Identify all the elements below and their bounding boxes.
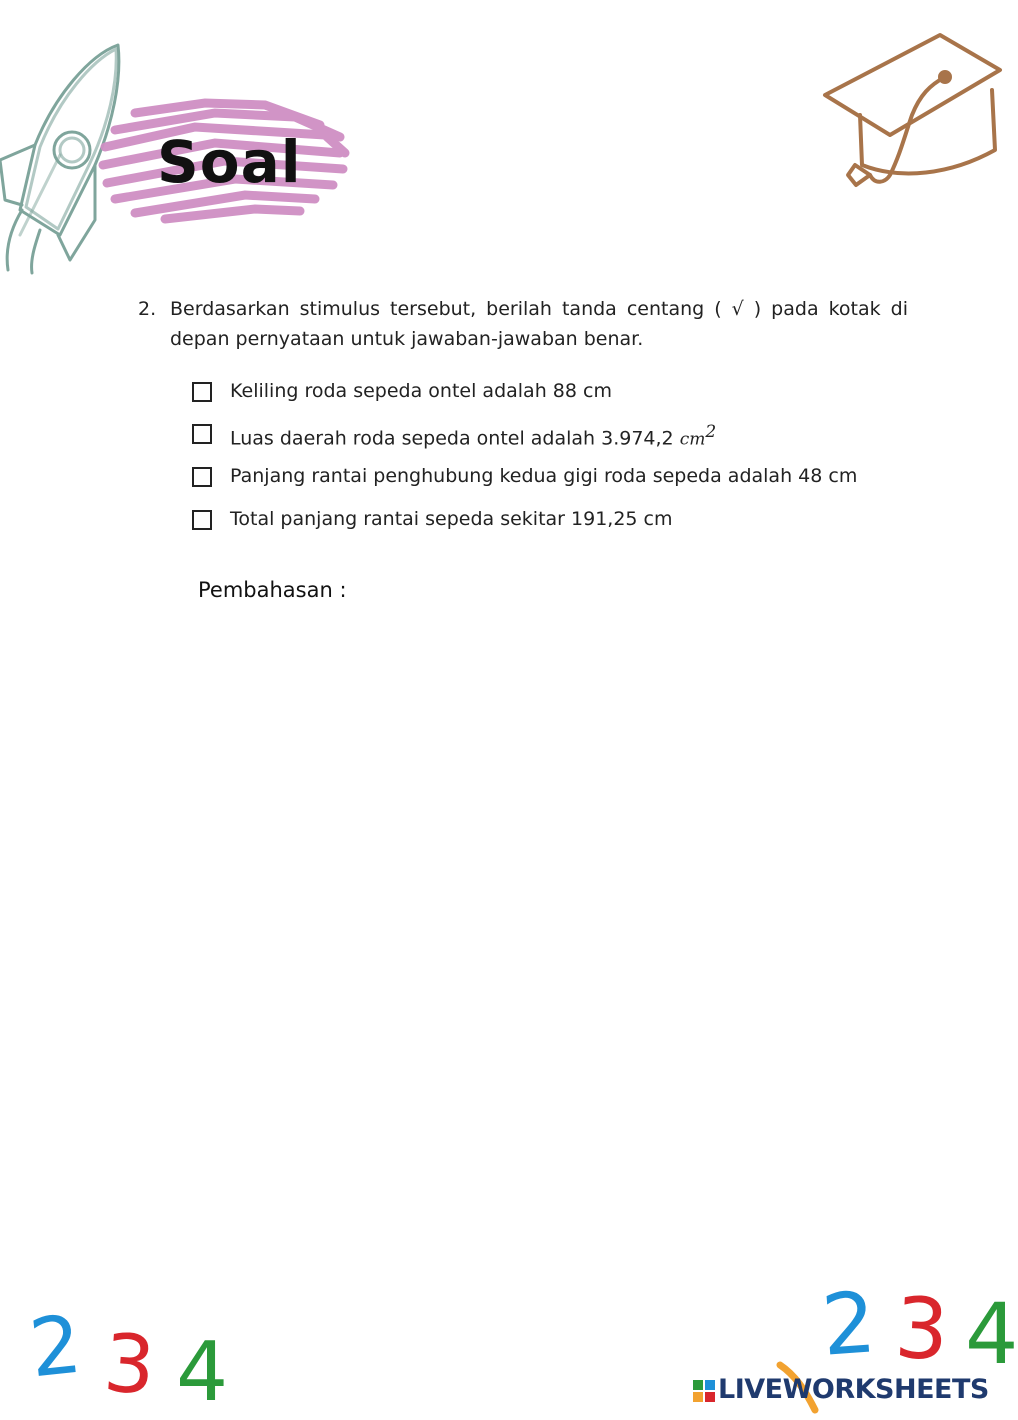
- option-4-label: Total panjang rantai sepeda sekitar 191,25 cm: [230, 508, 673, 530]
- decor-number-right-2: 3: [892, 1278, 951, 1380]
- option-1-label: Keliling roda sepeda ontel adalah 88 cm: [230, 380, 612, 402]
- decor-number-right-1: 2: [818, 1273, 879, 1375]
- liveworksheets-logo-icon: [693, 1380, 715, 1402]
- question-number: 2.: [138, 298, 157, 320]
- checkbox-option-3[interactable]: [192, 467, 212, 487]
- decor-number-right-3: 4: [965, 1285, 1018, 1383]
- decor-number-left-2: 3: [100, 1316, 159, 1413]
- option-2-label: Luas daerah roda sepeda ontel adalah 3.974,2 $cm^2$: [230, 422, 717, 450]
- checkbox-option-2[interactable]: [192, 424, 212, 444]
- decor-number-left-1: 2: [25, 1297, 86, 1396]
- option-3-label: Panjang rantai penghubung kedua gigi roda sepeda adalah 48 cm: [230, 465, 858, 487]
- page-title: Soal: [157, 128, 302, 196]
- discussion-label: Pembahasan :: [198, 578, 347, 602]
- checkbox-option-1[interactable]: [192, 382, 212, 402]
- decor-number-left-3: 4: [176, 1325, 229, 1420]
- graduation-cap-icon: [820, 25, 1000, 190]
- question-text: Berdasarkan stimulus tersebut, berilah tanda centang ( √ ) pada kotak di depan pernyataan untuk jawaban-jawaban benar.: [170, 298, 908, 350]
- brand-name: LIVEWORKSHEETS: [718, 1374, 989, 1405]
- checkbox-option-4[interactable]: [192, 510, 212, 530]
